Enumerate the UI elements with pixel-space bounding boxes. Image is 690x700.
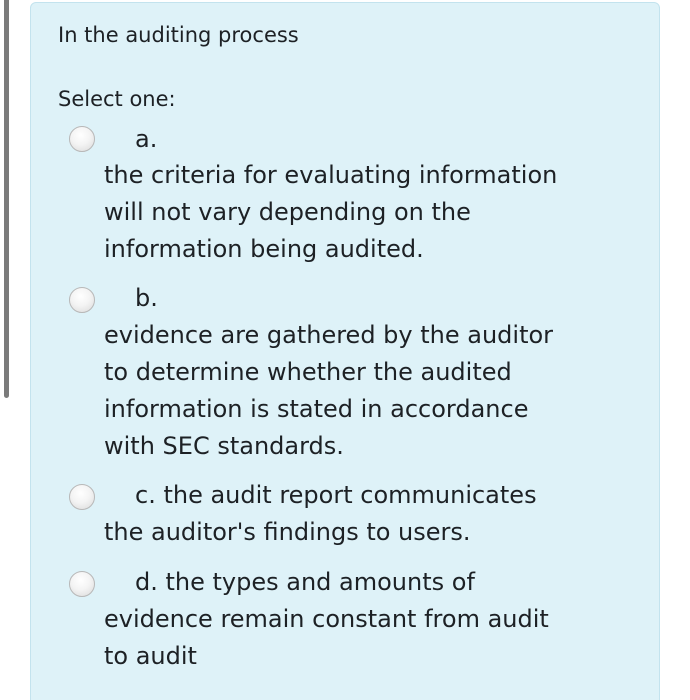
question-card (30, 2, 660, 700)
option-b-text: evidence are gathered by the auditor to determine whether the audited information is stated in accordance with SEC standards. (104, 321, 554, 460)
option-d-letter: d. the types and amounts of (135, 568, 475, 596)
option-c-text: the auditor's findings to users. (104, 518, 471, 546)
radio-button-b[interactable] (69, 287, 95, 313)
option-d-text: evidence remain constant from audit to audit (104, 605, 549, 670)
question-text: In the auditing process (58, 23, 299, 47)
option-c-letter: c. the audit report communicates (135, 481, 537, 509)
select-one-prompt: Select one: (58, 87, 176, 111)
radio-button-d[interactable] (69, 571, 95, 597)
radio-button-c[interactable] (69, 484, 95, 510)
scrollbar-thumb[interactable] (4, 0, 9, 398)
option-a-letter: a. (135, 125, 158, 153)
option-a-text: the criteria for evaluating information will not vary depending on the information being audited. (104, 161, 558, 263)
option-b-letter: b. (135, 284, 158, 312)
scrollbar-track[interactable] (0, 0, 10, 700)
radio-button-a[interactable] (69, 126, 95, 152)
